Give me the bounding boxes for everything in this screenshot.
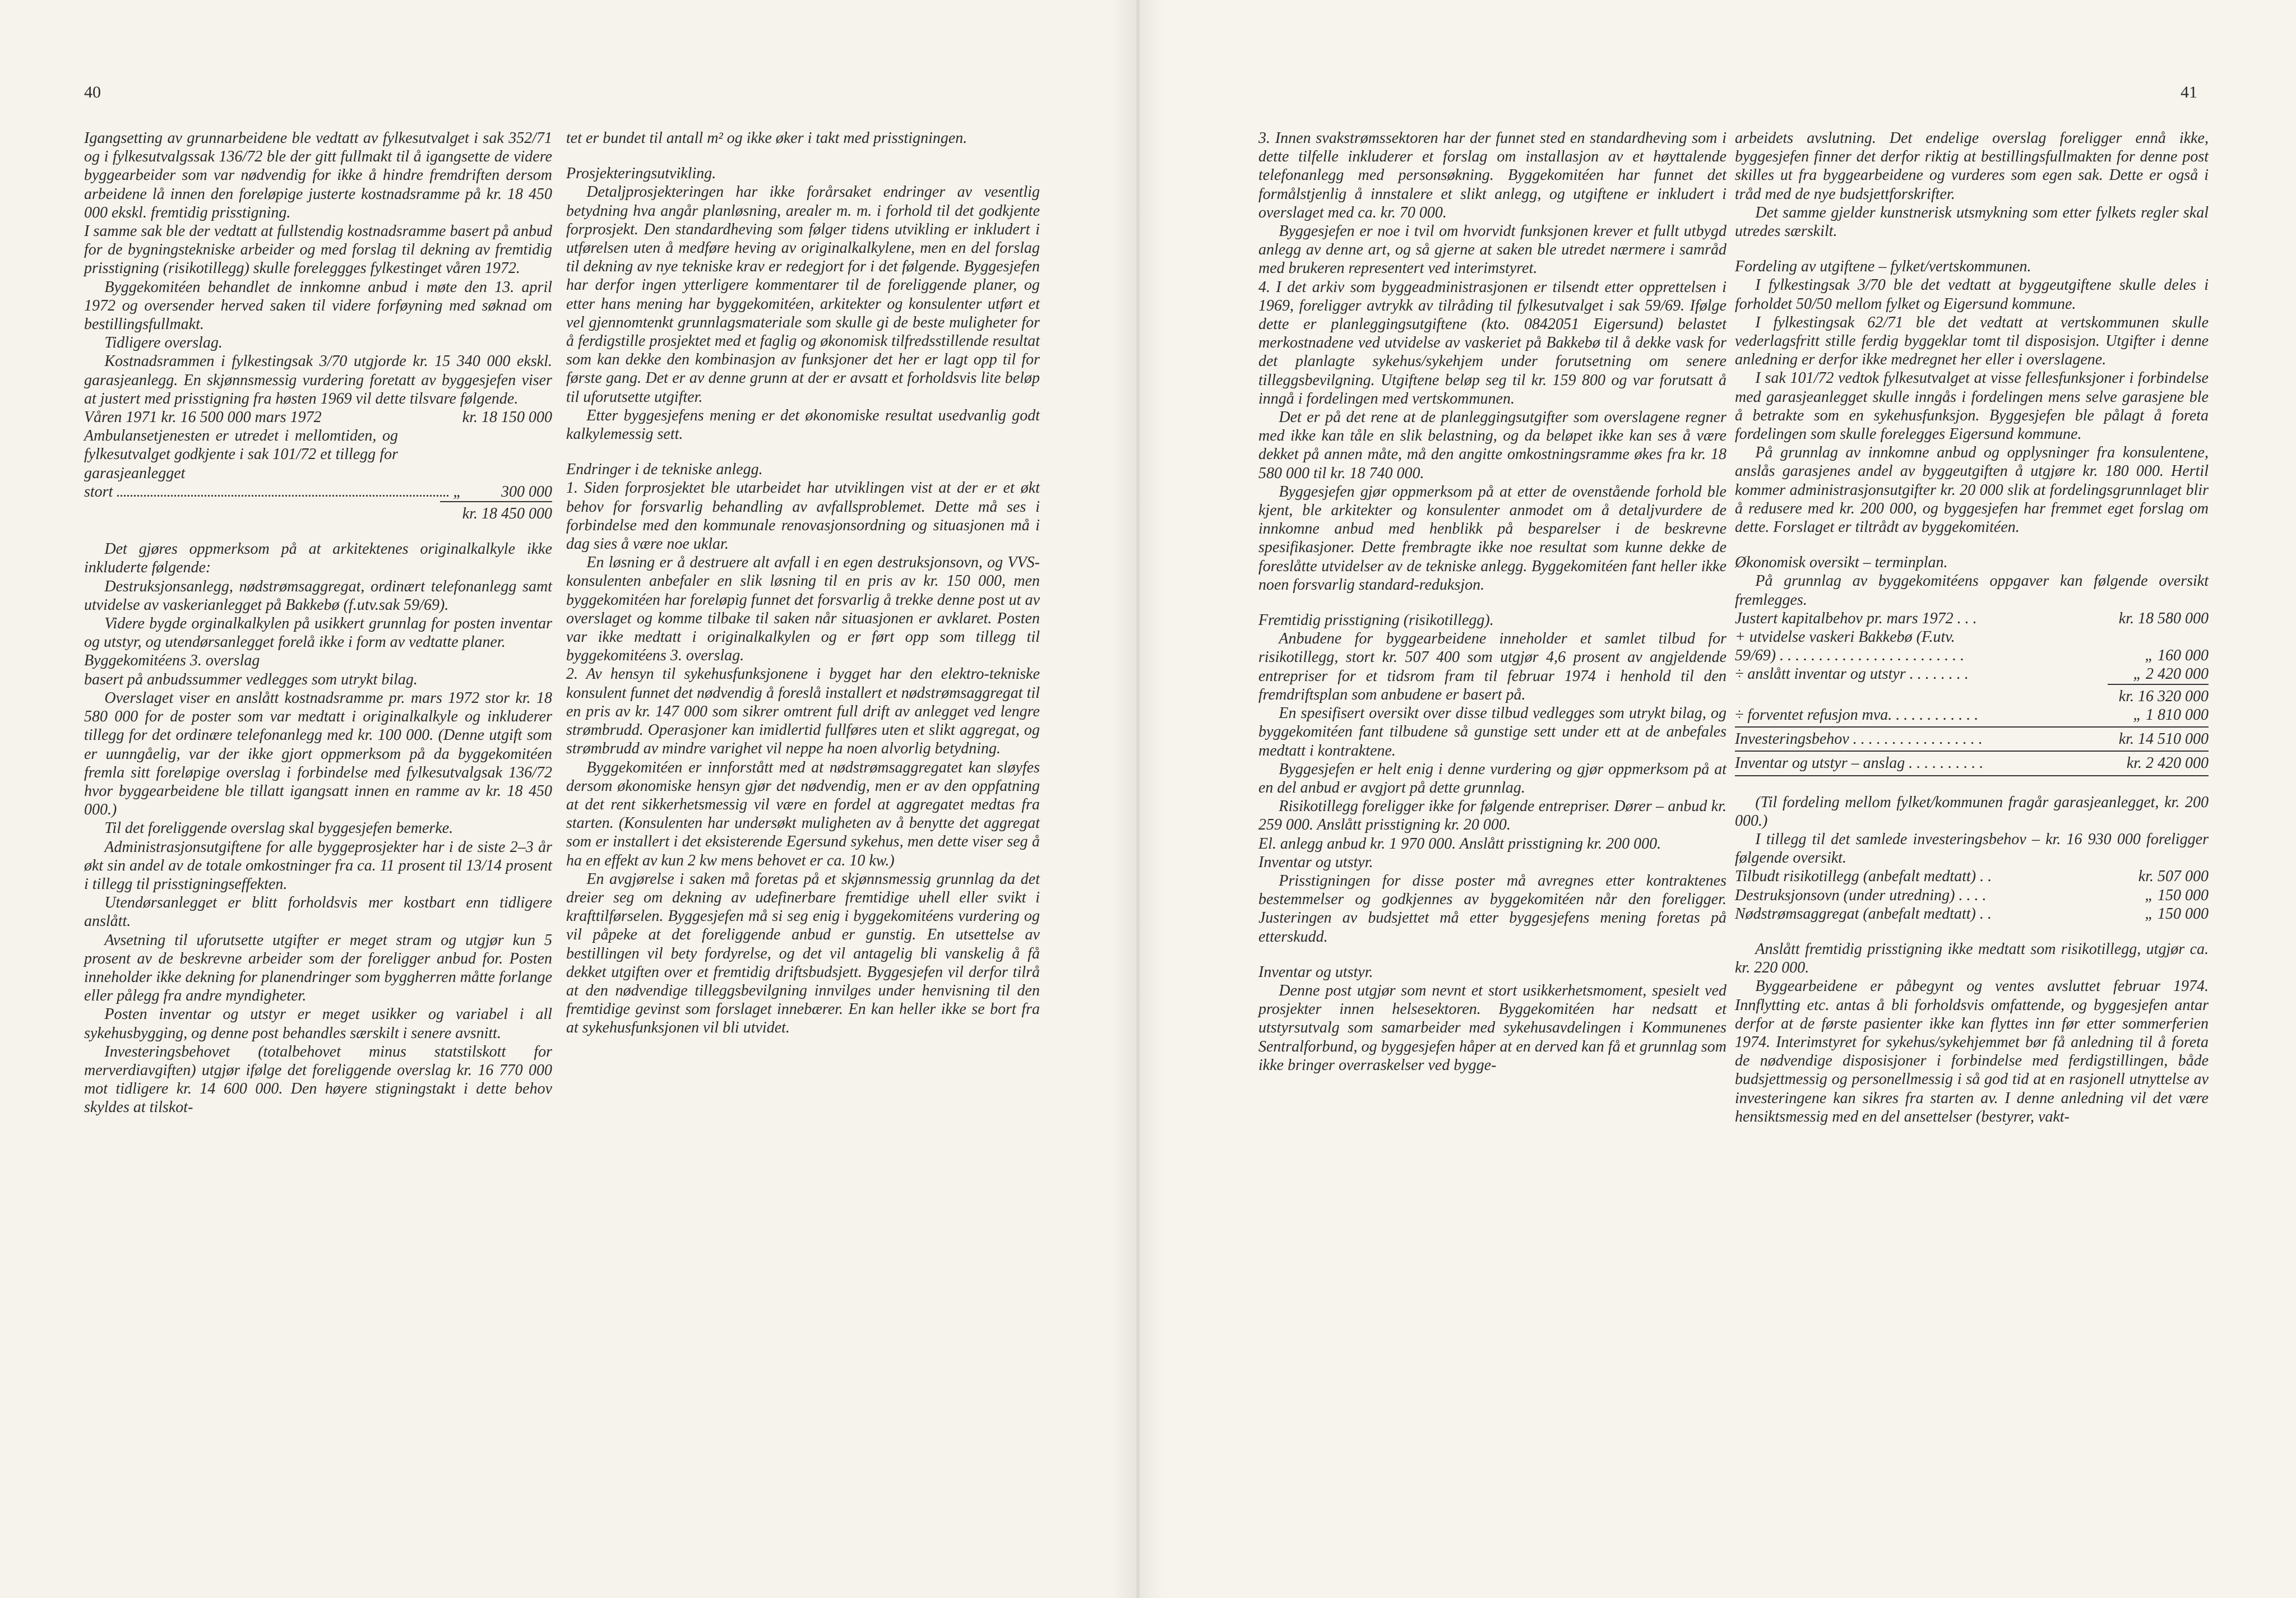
paragraph: Byggearbeidene er påbegynt og ventes avsluttet februar 1974. Innflytting etc. antas å bli forholdsvis omfattende, og byggesjefen antar derfor at de første pasienter ikke kan flyttes inn før etter sommerferien 1974. Interimstyret for sykehus/sykehjemmet bør få anledning til å foreta de nødvendige disposisjoner i forbindelse med ferdigstillingen, både budsjettmessig og personellmessig i så god tid at en rasjonell utnyttelse av investeringene kan sikres fra starten av. I denne anledning vil det være hensiktsmessig med en del ansettelser (bestyrer, vakt- — [1735, 978, 2209, 1125]
paragraph: Avsetning til uforutsette utgifter er meget stram og utgjør kun 5 prosent av de beskrevne arbeider som der foreligger anbud for. Posten inneholder ikke dekning for planendringer som byggherren måtte forlange eller pålegg fra andre myndigheter. — [84, 931, 552, 1005]
page-number-right: 41 — [2181, 83, 2197, 101]
paragraph: 4. I det arkiv som byggeadministrasjonen er tilsendt etter opprettelsen i 1969, foreligger avtrykk av tilråding til fylkesutvalget i sak 59/69. Ifølge dette er planleggingsutgiftene (kto. 0842051 Eigersund) belastet merkostnadene ved utvidelse av vaskeriet på Bakkebø til å dekke vask for det planlagte sykehus/sykehjem under forutsetning om senere tilleggsbevilgning. Utgiftene beløp seg til kr. 159 800 og var forutsatt å inngå i fordelingen med vertskommunen. — [1258, 278, 1726, 407]
paragraph: 3. Innen svakstrømssektoren har der funnet sted en standardheving som i dette tilfelle inkluderer et forslag om installasjon av et høyttalende telefonanlegg med personsøkning. Byggekomitéen har funnet det formålstjenlig å innstalere et slikt anlegg, og utgiftene er inkludert i overslaget med ca. kr. 70 000. — [1258, 129, 1726, 221]
paragraph: 2. Av hensyn til sykehusfunksjonene i bygget har den elektro-tekniske konsulent funnet det nødvendig å foreslå installert et nødstrømsaggregat til en pris av kr. 147 000 som sikrer omtrent full drift av anlegget ved lengre strømbrudd. Operasjoner kan imidlertid fullføres uten et slikt aggregat, og strømbrudd av mindre varighet vil neppe ha noen alvorlig betydning. — [566, 665, 1040, 758]
financial-overview-table — [1735, 609, 2209, 776]
row-value: „ 150 000 — [2145, 905, 2209, 923]
table-row — [1735, 646, 2209, 665]
paragraph: Byggesjefen er noe i tvil om hvorvidt funksjonen krever et fullt utbygd anlegg av denne art, og så gjerne at saken ble utredet nærmere i samråd med brukeren representert ved interimstyret. — [1258, 223, 1726, 277]
row-label: ÷ forventet refusjon mva. . . . . . . . . . . . — [1735, 706, 1979, 724]
table-row — [1735, 706, 2209, 724]
paragraph: I fylkestingsak 62/71 ble det vedtatt at vertskommunen skulle vederlagsfritt stille ferdig byggeklar tomt til disposisjon. Utgifter i denne anledning er derfor ikke medregnet her eller i overslagene. — [1735, 313, 2209, 369]
row-value: kr. 14 510 000 — [2118, 730, 2209, 748]
leader-dots — [117, 495, 448, 497]
right-page-column-2 — [1735, 129, 2209, 1126]
ditto-mark: „ — [453, 483, 462, 501]
paragraph: Posten inventar og utstyr er meget usikker og variabel i all sykehusbygging, og denne post behandles særskilt i senere avsnitt. — [84, 1006, 552, 1042]
paragraph: Det samme gjelder kunstnerisk utsmykning som etter fylkets regler skal utredes særskilt. — [1735, 203, 2209, 240]
row-label: Nødstrømsaggregat (anbefalt medtatt) . . — [1735, 905, 1992, 923]
paragraph: basert på anbudssummer vedlegges som utrykt bilag. — [84, 670, 418, 688]
row-value: „ 1 810 000 — [2133, 706, 2209, 724]
row-value: kr. 18 580 000 — [2118, 609, 2209, 627]
paragraph: Byggekomitéen er innforstått med at nødstrømsaggregatet kan sløyfes dersom økonomiske hensyn gjør det nødvendig, men er av den oppfatning at det rent sikkerhetsmessig vil være en fordel at aggregatet medtas fra starten. (Konsulenten har undersøkt muligheten av å benytte det aggregat som er installert i det eksisterende Egersund sykehus, men dette viser seg å ha en effekt av kun 2 kw mens behovet er ca. 10 kw.) — [566, 758, 1040, 869]
section-heading: Fordeling av utgiftene – fylket/vertskommunen. — [1735, 258, 2031, 276]
paragraph: Kostnadsrammen i fylkestingsak 3/70 utgjorde kr. 15 340 000 ekskl. garasjeanlegg. En skjønnsmessig vurdering foretatt av byggesjefen viser at justert med prisstigning fra høsten 1969 vil dette tilsvare følgende. — [84, 353, 552, 407]
right-page-column-1 — [1258, 129, 1726, 1074]
table-row — [1735, 867, 2209, 886]
paragraph: Etter byggesjefens mening er det økonomiske resultat usedvanlig godt kalkylemessig sett. — [566, 406, 1040, 443]
page-number-left: 40 — [84, 83, 101, 101]
paragraph: På grunnlag av innkomne anbud og opplysninger fra konsulentene, anslås garasjenes andel av byggeutgiften å utgjøre kr. 180 000. Hertil kommer administrasjonsutgifter kr. 20 000 slik at fordelingsgrunnlaget blir å redusere med kr. 200 000, og byggesjefen har fremmet eget forslag om dette. Forslaget er tiltrådt av byggekomitéen. — [1735, 444, 2209, 536]
row-label: Investeringsbehov . . . . . . . . . . . . . . . . . — [1735, 730, 1983, 748]
amount-line — [84, 408, 552, 427]
paragraph: I samme sak ble der vedtatt at fullstendig kostnadsramme basert på anbud for de bygningstekniske arbeider og med forslag til dekning av fremtidig prisstigning (risikotillegg) skulle foreleggges fylkestinget våren 1972. — [84, 223, 552, 277]
total-value: kr. 18 450 000 — [440, 501, 552, 523]
paragraph: På grunnlag av byggekomitéens oppgaver kan følgende oversikt fremlegges. — [1735, 572, 2209, 609]
paragraph: Administrasjonsutgiftene for alle byggeprosjekter har i de siste 2–3 år økt sin andel av de totale omkostninger fra ca. 11 prosent til 13/14 prosent i tillegg til prisstigningseffekten. — [84, 838, 552, 893]
paragraph: Risikotillegg foreligger ikke for følgende entrepriser. Dører – anbud kr. 259 000. Anslått prisstigning kr. 20 000. — [1258, 798, 1726, 834]
paragraph: I sak 101/72 vedtok fylkesutvalget at visse fellesfunksjoner i forbindelse med garasjeanlegget skulle inngås i fordelingen mens selve garasjene ble å betrakte som en sykehusfunksjon. Byggesjefen ble pålagt å foreta fordelingen som skulle forelegges Eigersund kommune. — [1735, 369, 2209, 443]
section-heading: Fremtidig prisstigning (risikotillegg). — [1258, 612, 1494, 629]
section-heading: Tidligere overslag. — [104, 334, 223, 352]
paragraph: Det gjøres oppmerksom på at arkitektenes originalkalkyle ikke inkluderte følgende: — [84, 540, 552, 577]
row-value: „ 160 000 — [2145, 647, 2209, 665]
table-row — [1735, 905, 2209, 923]
paragraph: En avgjørelse i saken må foretas på et skjønnsmessig grunnlag da det dreier seg om dekning av udefinerbare fremtidige uhell eller svikt i krafttilførselen. Byggesjefen må si seg enig i byggekomitéens vurdering og vil påpeke at det foreliggende anbud er gunstig. En utsettelse av bestillingen vil bety fordyrelse, og det vil antagelig bli vanskelig å få dekket utgiften over et fremtidig driftsbudsjett. Byggesjefen vil derfor tilrå at den nødvendige tilleggsbevilgning innvilges under henvisning til den fremtidige gevinst som forslaget innebærer. En kan heller ikke se bort fra at sykehusfunksjonen vil bli utvidet. — [566, 870, 1040, 1037]
paragraph: Overslaget viser en anslått kostnadsramme pr. mars 1972 stor kr. 18 580 000 for de poster som var medtatt i originalkalkyle og inkluderer tillegg for det ordinære telefonanlegg med kr. 100 000. (Denne utgift som er uunngåelig, var der ikke gjort oppmerksom på da byggekomitéen fremla sitt foreløpige overslag i forbindelse med fylkesutvalgsak 136/72 hvor byggearbeidene ble tillatt igangsatt innen en ramme av kr. 18 450 000.) — [84, 689, 552, 819]
paragraph: Anbudene for byggearbeidene inneholder et samlet tilbud for risikotillegg, stort kr. 507 400 som utgjør 4,6 prosent av angjeldende entrepriser for et tidsrom fram til februar 1974 i henhold til den fremdriftsplan som anbudene er basert på. — [1258, 630, 1726, 703]
paragraph: Destruksjonsanlegg, nødstrømsaggregat, ordinært telefonanlegg samt utvidelse av vaskerianlegget på Bakkebø (f.utv.sak 59/69). — [84, 577, 552, 614]
paragraph: Utendørsanlegget er blitt forholdsvis mer kostbart enn tidligere anslått. — [84, 894, 552, 930]
row-label: Inventar og utstyr – anslag . . . . . . . . . . — [1735, 754, 1984, 772]
amount-label: stort — [84, 483, 113, 501]
paragraph: Det er på det rene at de planleggingsutgifter som overslagene regner med ikke kan tåle en slik belastning, og da beløpet ikke kan ses å være dekket på annen måte, må den angitte omkostningsramme økes fra kr. 18 580 000 til kr. 18 740 000. — [1258, 409, 1726, 482]
paragraph: arbeidets avslutning. Det endelige overslag foreligger ennå ikke, byggesjefen finner det derfor riktig at bestillingsfullmakten for denne post skilles ut fra byggearbeidene og vurderes som egen sak. Dette er også i tråd med de nye budsjettforskrifter. — [1735, 129, 2209, 203]
row-value: kr. 16 320 000 — [2108, 684, 2209, 706]
paragraph: Anslått fremtidig prisstigning ikke medtatt som risikotillegg, utgjør ca. kr. 220 000. — [1735, 940, 2209, 977]
paragraph: Prisstigningen for disse poster må avregnes etter kontraktenes bestemmelser og godkjennes av byggekomitéen når den foreligger. Justeringen av budsjettet må etter byggesjefens mening foretas på etterskudd. — [1258, 872, 1726, 946]
left-page-column-1 — [84, 129, 552, 1117]
paragraph: Inventar og utstyr. — [1258, 853, 1373, 871]
row-value: „ 2 420 000 — [2133, 665, 2209, 683]
row-value: kr. 2 420 000 — [2126, 754, 2209, 772]
row-label: Justert kapitalbehov pr. mars 1972 . . . — [1735, 609, 1977, 627]
paragraph: En spesifisert oversikt over disse tilbud vedlegges som utrykt bilag, og byggekomitéen fant tilbudene så gunstige sett under ett at de anbefales medtatt i kontraktene. — [1258, 705, 1726, 759]
section-heading: Endringer i de tekniske anlegg. — [566, 461, 763, 479]
total-line — [84, 501, 552, 523]
paragraph: (Til fordeling mellom fylket/kommunen fragår garasjeanlegget, kr. 200 000.) — [1735, 793, 2209, 830]
table-row — [1735, 726, 2209, 748]
amount-line — [84, 483, 552, 501]
table-row — [1735, 886, 2209, 905]
table-row — [1735, 751, 2209, 776]
paragraph: Detaljprosjekteringen har ikke forårsaket endringer av vesentlig betydning hva angår planløsning, arealer m. m. i forhold til det godkjente forprosjekt. Den standardheving som følger tidens utvikling er inkludert i utførelsen uten å medføre heving av originalkalkylene, men en del forslag til dekning av nye tekniske krav er redegjort for i det følgende. Byggesjefen har derfor ingen ytterligere kommentarer til de foreliggende planer, og etter hans mening har byggekomitéen, arkitekter og konsulenter utført et vel gjennomtenkt grunnlagsmateriale som skulle gi de beste muligheter for å ferdigstille prosjektet med et faglig og økonomisk tilfredsstillende resultat som kan dekke den kombinasjon av funksjoner det her er lagt opp til for første gang. Det er av denne grunn at der er avsatt et forholdsvis lite beløp til uforutsette utgifter. — [566, 183, 1040, 406]
amount-value: 300 000 — [501, 483, 552, 501]
row-label: Tilbudt risikotillegg (anbefalt medtatt) . . — [1735, 868, 1992, 886]
additional-costs-table — [1735, 867, 2209, 923]
paragraph: 1. Siden forprosjektet ble utarbeidet har utviklingen vist at der er et økt behov for forsvarlig behandling av avfallsproblemet. Dette må ses i forbindelse med den kommunale renovasjonsordning og situasjonen må i dag sies å være noe uklar. — [566, 479, 1040, 553]
paragraph: I fylkestingsak 3/70 ble det vedtatt at byggeutgiftene skulle deles i forholdet 50/50 mellom fylket og Eigersund kommune. — [1735, 276, 2209, 313]
table-row — [1735, 665, 2209, 683]
paragraph: I tillegg til det samlede investeringsbehov – kr. 16 930 000 foreligger følgende oversikt. — [1735, 830, 2209, 867]
section-heading: Byggekomitéens 3. overslag — [84, 652, 260, 670]
paragraph: Byggekomitéen behandlet de innkomne anbud i møte den 13. april 1972 og oversender herved saken til videre forføyning med søknad om bestillingsfullmakt. — [84, 278, 552, 334]
left-page-column-2 — [566, 129, 1040, 1037]
table-row — [1735, 609, 2209, 628]
paragraph: Igangsetting av grunnarbeidene ble vedtatt av fylkesutvalget i sak 352/71 og i fylkesutvalgssak 136/72 ble der gitt fullmakt til å igangsette de videre byggearbeider som var nødvendig for ikke å hindre fremdriften dersom arbeidene lå innen den foreløpige justerte kostnadsramme på kr. 18 450 000 ekskl. fremtidig prisstigning. — [84, 129, 552, 221]
amount-label: Våren 1971 kr. 16 500 000 mars 1972 — [84, 409, 322, 427]
section-heading: Økonomisk oversikt – terminplan. — [1735, 554, 1948, 572]
paragraph: Byggesjefen er helt enig i denne vurdering og gjør oppmerksom på at en del anbud er avgjort på dette grunnlag. — [1258, 760, 1726, 796]
row-label: 59/69) . . . . . . . . . . . . . . . . . . . . . . . . — [1735, 647, 1965, 665]
left-page — [0, 0, 1138, 1598]
row-value: kr. 507 000 — [2138, 868, 2209, 886]
row-value: „ 150 000 — [2145, 886, 2209, 904]
paragraph: Byggesjefen gjør oppmerksom på at etter de ovenstående forhold ble kjent, ble arkitekter og konsulenter anmodet om å detaljvurdere de innkomne anbud med henblikk på besparelser i de beskrevne spesifikasjoner. Dette frembragte ikke noe resultat som kunne dekke de foreslåtte utvidelser av de tekniske anlegg. Byggekomitéen fant heller ikke noen forsvarlig standard-reduksjon. — [1258, 483, 1726, 594]
row-label: + utvidelse vaskeri Bakkebø (F.utv. — [1735, 628, 1955, 646]
table-row — [1735, 628, 2209, 646]
paragraph: Denne post utgjør som nevnt et stort usikkerhetsmoment, spesielt ved prosjekter innen helsesektoren. Byggekomitéen har nedsatt et utstyrsutvalg som samarbeider med sykehusavdelingen i Kommunenes Sentralforbund, og byggesjefen håper at en derved kan få et grunnlag som ikke bringer overraskelser ved bygge- — [1258, 981, 1726, 1074]
subtotal-row — [1735, 684, 2209, 706]
paragraph: En løsning er å destruere alt avfall i en egen destruksjonsovn, og VVS-konsulenten anbefaler en slik løsning til en pris av kr. 150 000, men byggekomitéen har foreløpig funnet det forsvarlig å trekke denne post ut av overslaget og komme tilbake til saken når situasjonen er avklaret. Posten var ikke medtatt i originalkalkylen og er ført opp som tillegg til byggekomitéens 3. overslag. — [566, 554, 1040, 665]
amount-value: kr. 18 150 000 — [462, 409, 552, 427]
row-label: Destruksjonsovn (under utredning) . . . . — [1735, 886, 1987, 904]
paragraph: Ambulansetjenesten er utredet i mellomtiden, og fylkesutvalget godkjente i sak 101/72 et tillegg for garasjeanlegget — [84, 427, 398, 482]
section-heading: Prosjekteringsutvikling. — [566, 165, 716, 183]
paragraph: El. anlegg anbud kr. 1 970 000. Anslått prisstigning kr. 200 000. — [1258, 835, 1661, 853]
paragraph: Videre bygde orginalkalkylen på usikkert grunnlag for posten inventar og utstyr, og utendørsanlegget forelå ikke i form av vedtatte planer. — [84, 615, 552, 651]
paragraph: Til det foreliggende overslag skal byggesjefen bemerke. — [104, 819, 453, 837]
book-gutter-shadow — [1113, 0, 1163, 1598]
section-heading: Inventar og utstyr. — [1258, 963, 1373, 981]
paragraph: tet er bundet til antall m² og ikke øker i takt med prisstigningen. — [566, 129, 968, 147]
row-label: ÷ anslått inventar og utstyr . . . . . . . . — [1735, 665, 1969, 683]
paragraph: Investeringsbehovet (totalbehovet minus statstilskott for merverdiavgiften) utgjør ifølge det foreliggende overslag kr. 16 770 000 mot tidligere kr. 14 600 000. Den høyere stigningstakt i dette behov skyldes at tilskot- — [84, 1043, 552, 1117]
right-page — [1138, 0, 2296, 1598]
